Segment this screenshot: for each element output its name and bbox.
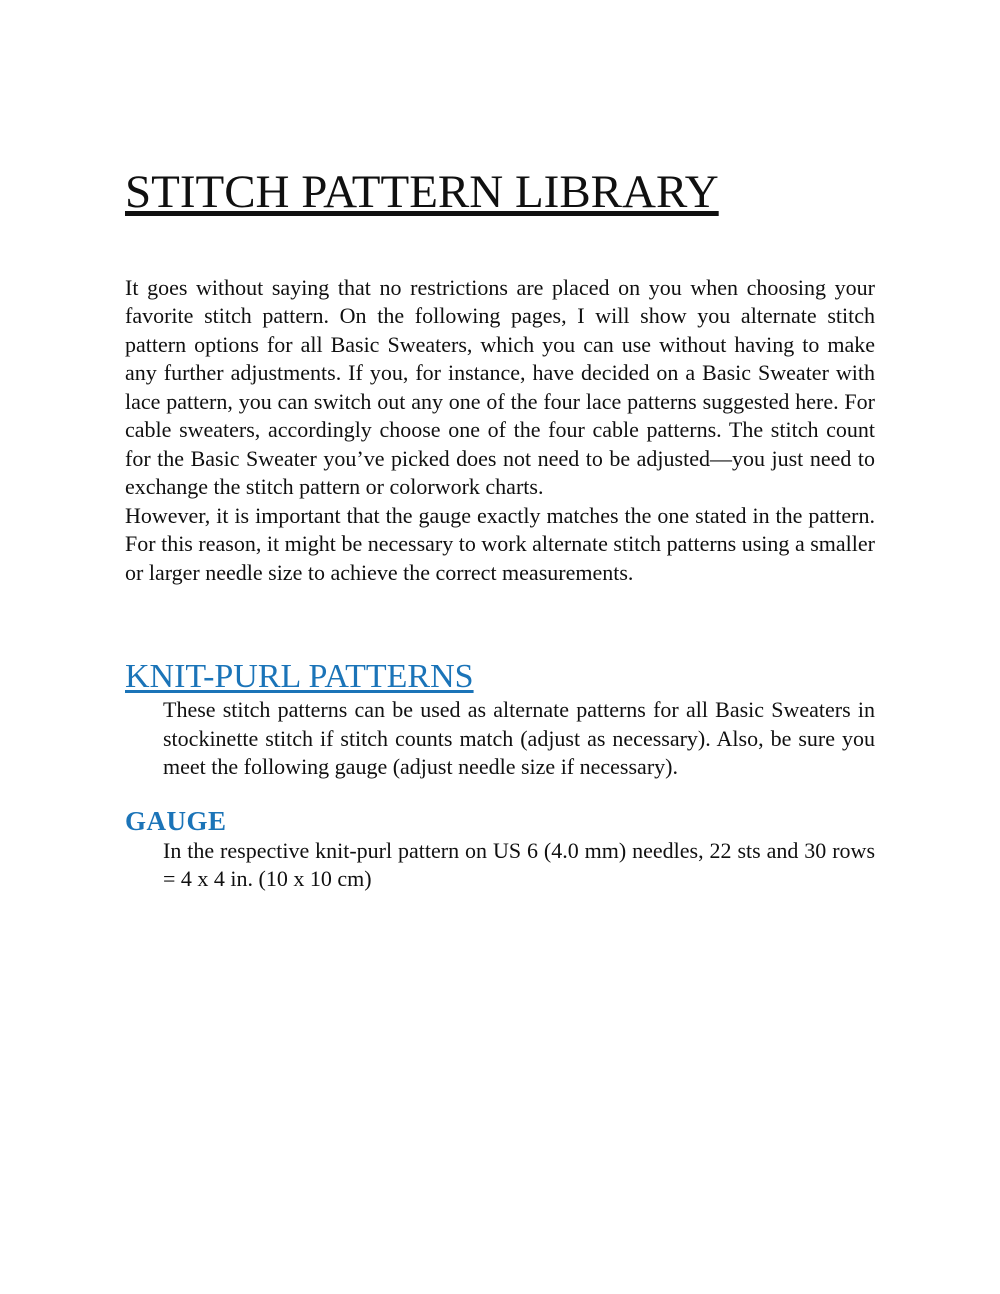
page-title: STITCH PATTERN LIBRARY [125, 166, 719, 218]
intro-paragraph-1: It goes without saying that no restrictions are placed on you when choosing your favorite stitch pattern. On the following pages, I will show you alternate stitch pattern options for all Basic Sweaters, which you can use without having to make any further adjustments. If you, for instance, have decided on a Basic Sweater with lace pattern, you can switch out any one of the four lace patterns suggested here. For cable sweaters, accordingly choose one of the four cable patterns. The stitch count for the Basic Sweater you’ve picked does not need to be adjusted—you just need to exchange the stitch pattern or colorwork charts. [125, 274, 875, 500]
section-body-gauge: In the respective knit-purl pattern on US 6 (4.0 mm) needles, 22 sts and 30 rows = 4 x 4 in. (10 x 10 cm) [163, 837, 875, 892]
section-body-knit-purl-patterns: These stitch patterns can be used as alternate patterns for all Basic Sweaters in stockinette stitch if stitch counts match (adjust as necessary). Also, be sure you meet the following gauge (adjust needle size if necessary). [163, 697, 875, 780]
intro-paragraph-2: However, it is important that the gauge exactly matches the one stated in the pattern. For this reason, it might be necessary to work alternate stitch patterns using a smaller or larger needle size to achieve the correct measurements. [125, 502, 875, 585]
section-heading-knit-purl-patterns: KNIT-PURL PATTERNS [125, 658, 474, 696]
section-heading-gauge: GAUGE [125, 805, 227, 836]
